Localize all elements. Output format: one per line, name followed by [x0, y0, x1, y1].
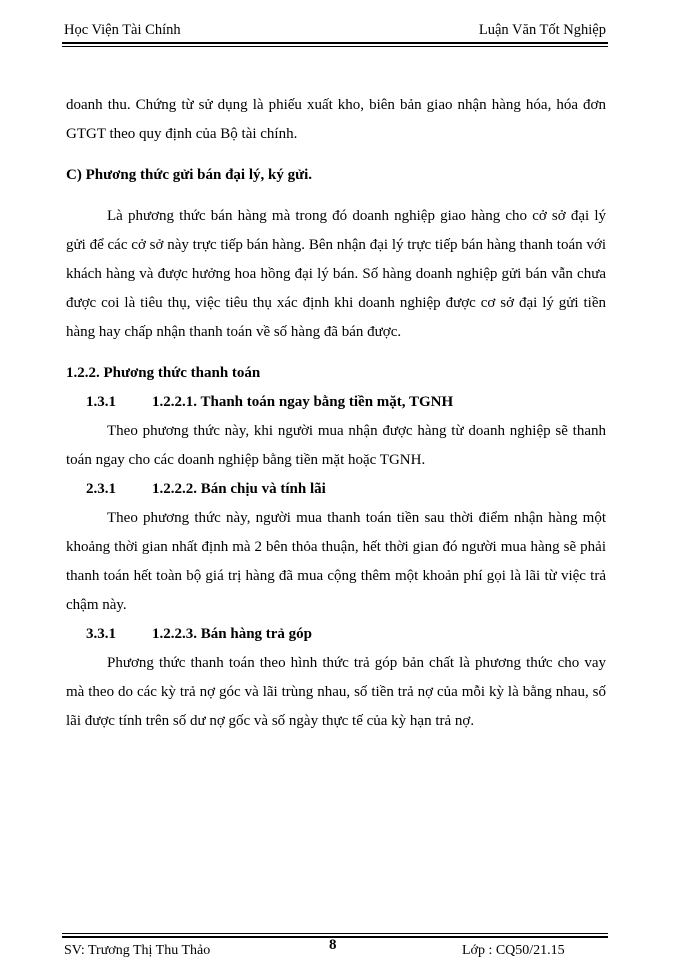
subheading-3 [66, 620, 606, 649]
page-header [64, 22, 606, 39]
subheading-2 [66, 475, 606, 504]
header-rule-thin [62, 46, 608, 47]
header-left: Học Viện Tài Chính [64, 22, 181, 38]
footer-student: SV: Trương Thị Thu Thảo [64, 943, 211, 958]
footer-rule-thin [62, 933, 608, 934]
page-body [66, 91, 606, 736]
footer-class: Lớp : CQ50/21.15 [462, 943, 565, 958]
subheading-number: 3.3.1 [86, 626, 116, 642]
subheading-number: 1.3.1 [86, 394, 116, 410]
section-1-text: Theo phương thức này, khi người mua nhận được hàng từ doanh nghiệp sẽ thanh toán ngay cho các doanh nghiệp bằng tiền mặt hoặc TGNH. [66, 423, 606, 468]
section-3-text: Phương thức thanh toán theo hình thức trả góp bản chất là phương thức cho vay mà theo do các kỳ trả nợ góc và lãi trùng nhau, số tiền trả nợ của mỗi kỳ là bằng nhau, số lãi được tính trên số dư nợ gốc và số ngày thực tế của kỳ hạn trả nợ. [66, 655, 606, 729]
page-number: 8 [329, 937, 337, 953]
subheading-title: 1.2.2.3. Bán hàng trả góp [152, 626, 313, 642]
section-2-text: Theo phương thức này, người mua thanh toán tiền sau thời điểm nhận hàng một khoảng thời gian nhất định mà 2 bên thỏa thuận, hết thời gian đó người mua hàng sẽ phải thanh toán hết toàn bộ giá trị hàng đã mua cộng thêm một khoản phí gọi là lãi từ việc trả chậm này. [66, 510, 606, 613]
paragraph-1: doanh thu. Chứng từ sử dụng là phiếu xuất kho, biên bản giao nhận hàng hóa, hóa đơn GTGT theo quy định của Bộ tài chính. [66, 97, 606, 142]
heading-1-2-2: 1.2.2. Phương thức thanh toán [66, 365, 261, 381]
heading-c: C) Phương thức gửi bán đại lý, ký gửi. [66, 167, 313, 183]
header-rule-thick [62, 42, 608, 44]
header-right: Luận Văn Tốt Nghiệp [478, 22, 606, 38]
subheading-title: 1.2.2.1. Thanh toán ngay bằng tiền mặt, TGNH [152, 394, 454, 410]
subheading-title: 1.2.2.2. Bán chịu và tính lãi [152, 481, 326, 497]
paragraph-2: Là phương thức bán hàng mà trong đó doanh nghiệp giao hàng cho cở sở đại lý gửi để các cở sở này trực tiếp bán hàng. Bên nhận đại lý trực tiếp bán hàng thanh toán với khách hàng và được hưởng hoa hồng đại lý bán. Số hàng doanh nghiệp gửi bán vẫn chưa được coi là tiêu thụ, việc tiêu thụ xác định khi doanh nghiệp được cơ sở đại lý gửi tiền hàng hay chấp nhận thanh toán về số hàng đã bán được. [66, 208, 606, 340]
subheading-1 [66, 388, 606, 417]
subheading-number: 2.3.1 [86, 481, 116, 497]
